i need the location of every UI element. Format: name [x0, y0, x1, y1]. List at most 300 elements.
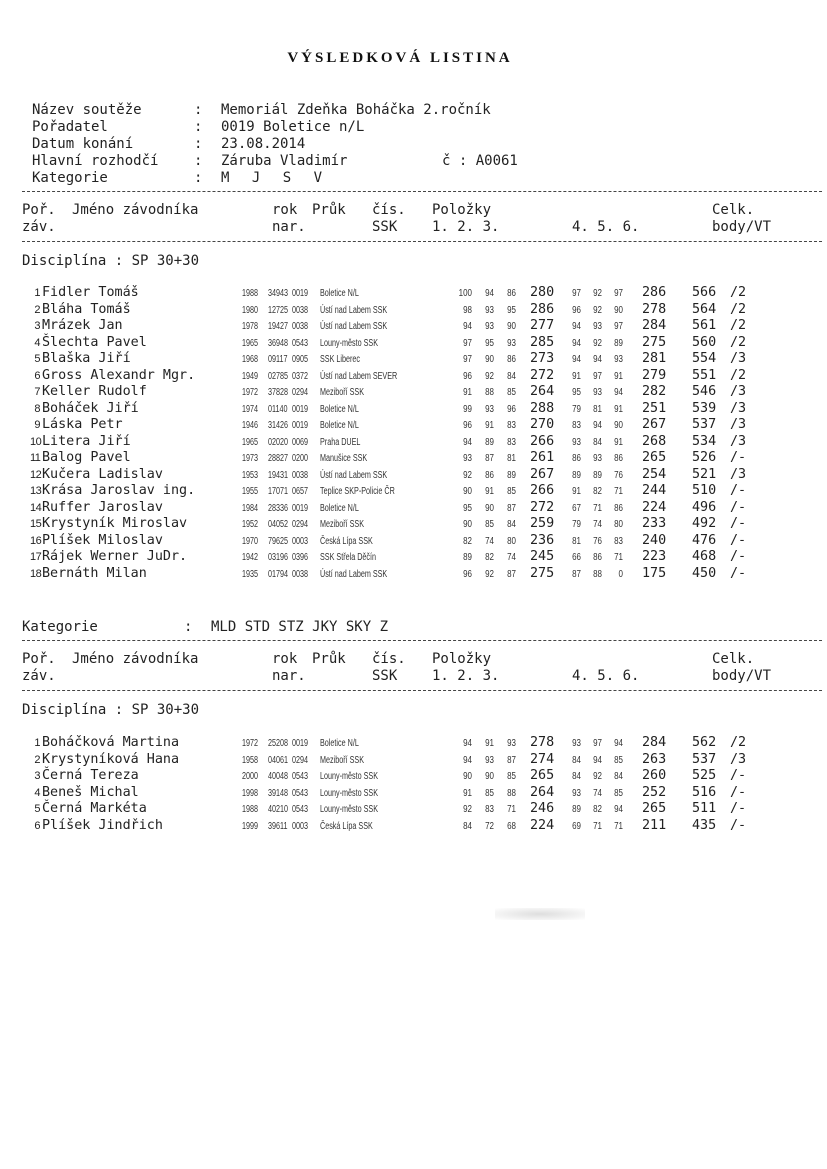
subtotal-2: 263 — [642, 751, 667, 767]
subtotal-2: 211 — [642, 817, 667, 833]
series-4: 86 — [572, 453, 581, 464]
series-4: 94 — [572, 337, 581, 349]
subtotal-1: 274 — [530, 751, 555, 767]
athlete-name: Blaška Jiří — [42, 351, 131, 366]
series-3: 95 — [507, 304, 516, 316]
club-name: SSK Liberec — [320, 354, 361, 365]
series-5: 89 — [593, 469, 602, 481]
birth-year: 1974 — [242, 403, 259, 415]
series-6: 86 — [614, 453, 623, 464]
col-body: body/VT — [712, 668, 772, 684]
series-3: 85 — [507, 771, 516, 782]
series-6: 80 — [614, 519, 623, 530]
licence-number: 79625 — [268, 535, 289, 547]
club-name: Meziboří SSK — [320, 754, 365, 766]
subtotal-2: 254 — [642, 466, 667, 482]
header-label: Kategorie — [32, 170, 108, 186]
series-5: 74 — [593, 519, 602, 530]
col-polozky: Položky — [432, 202, 492, 218]
licence-number: 02020 — [268, 436, 289, 448]
col-nar: nar. — [272, 668, 306, 684]
subtotal-2: 281 — [642, 351, 667, 366]
subtotal-2: 244 — [642, 483, 667, 498]
series-3: 85 — [507, 486, 516, 497]
club-name: Boletice N/L — [320, 403, 359, 415]
series-5: 94 — [593, 354, 602, 365]
table-row — [30, 302, 820, 319]
performance-class: /2 — [730, 334, 747, 350]
performance-class: /3 — [730, 433, 747, 449]
series-4: 69 — [572, 820, 581, 832]
birth-year: 1972 — [242, 738, 259, 749]
subtotal-2: 265 — [642, 801, 667, 816]
series-4: 79 — [572, 403, 581, 415]
athlete-name: Krystyníková Hana — [42, 751, 180, 767]
series-4: 96 — [572, 304, 581, 316]
licence-number: 04052 — [268, 519, 289, 530]
col-rok: rok — [272, 651, 298, 667]
table-row — [30, 318, 820, 335]
subtotal-2: 267 — [642, 417, 667, 432]
performance-class: /- — [730, 784, 747, 800]
athlete-name: Keller Rudolf — [42, 384, 147, 399]
subtotal-1: 264 — [530, 384, 555, 399]
series-3: 90 — [507, 321, 516, 332]
birth-year: 1998 — [242, 787, 259, 799]
subtotal-1: 267 — [530, 466, 555, 482]
performance-class: /- — [730, 483, 747, 498]
subtotal-1: 277 — [530, 318, 555, 333]
performance-class: /2 — [730, 285, 747, 300]
athlete-name: Krása Jaroslav ing. — [42, 483, 196, 498]
header-colon: : — [194, 136, 203, 152]
subtotal-2: 279 — [642, 367, 667, 383]
discipline-label-2: Disciplína : SP 30+30 — [22, 702, 200, 718]
series-1: 90 — [463, 486, 472, 497]
header-colon: : — [194, 153, 203, 169]
licence-number: 19427 — [268, 321, 289, 332]
licence-number: 17071 — [268, 486, 289, 497]
club-name: Boletice N/L — [320, 502, 359, 514]
series-1: 91 — [463, 387, 472, 398]
birth-year: 1988 — [242, 804, 259, 815]
rank: 13 — [30, 485, 42, 497]
birth-year: 1988 — [242, 288, 259, 299]
performance-class: /- — [730, 768, 747, 783]
series-6: 94 — [614, 387, 623, 398]
subtotal-1: 265 — [530, 768, 555, 783]
licence-number: 01794 — [268, 568, 289, 580]
col-jmeno: Jméno závodníka — [72, 651, 199, 667]
athlete-name: Balog Pavel — [42, 450, 131, 465]
col-p456: 4. 5. 6. — [572, 219, 640, 235]
table-row — [30, 801, 820, 818]
subtotal-1: 286 — [530, 301, 555, 317]
rank: 14 — [30, 501, 42, 514]
series-2: 92 — [485, 370, 494, 382]
club-number: 0003 — [292, 535, 309, 547]
subtotal-1: 280 — [530, 285, 555, 300]
series-2: 87 — [485, 453, 494, 464]
birth-year: 1968 — [242, 354, 259, 365]
series-4: 84 — [572, 771, 581, 782]
series-3: 88 — [507, 787, 516, 799]
series-5: 94 — [593, 754, 602, 766]
series-1: 93 — [463, 453, 472, 464]
birth-year: 1946 — [242, 420, 259, 431]
series-4: 89 — [572, 804, 581, 815]
club-name: Ústí nad Labem SEVER — [320, 370, 398, 382]
col-ssk: SSK — [372, 219, 398, 235]
performance-class: /- — [730, 817, 747, 833]
series-4: 84 — [572, 754, 581, 766]
subtotal-1: 275 — [530, 565, 555, 581]
performance-class: /- — [730, 450, 747, 465]
licence-number: 39611 — [268, 820, 288, 832]
series-4: 67 — [572, 502, 581, 514]
rank: 4 — [34, 786, 40, 799]
series-5: 93 — [593, 321, 602, 332]
competition-name: Memoriál Zdeňka Boháčka 2.ročník — [221, 102, 491, 118]
club-name: Praha DUEL — [320, 436, 361, 448]
series-2: 90 — [485, 771, 494, 782]
subtotal-1: 236 — [530, 532, 555, 548]
subtotal-2: 251 — [642, 400, 667, 416]
series-6: 85 — [614, 787, 623, 799]
table-row — [30, 483, 820, 500]
club-number: 0019 — [292, 502, 309, 514]
series-5: 93 — [593, 453, 602, 464]
table-row — [30, 417, 820, 434]
licence-number: 04061 — [268, 754, 289, 766]
series-3: 87 — [507, 568, 516, 580]
club-name: Meziboří SSK — [320, 387, 365, 398]
series-3: 87 — [507, 502, 516, 514]
birth-year: 1973 — [242, 453, 259, 464]
series-1: 98 — [463, 304, 472, 316]
licence-number: 02785 — [268, 370, 289, 382]
series-2: 95 — [485, 337, 494, 349]
subtotal-1: 285 — [530, 334, 555, 350]
series-1: 92 — [463, 469, 472, 481]
series-4: 94 — [572, 321, 581, 332]
birth-year: 1978 — [242, 321, 259, 332]
series-5: 97 — [593, 370, 602, 382]
series-1: 84 — [463, 820, 472, 832]
col-por: Poř. — [22, 202, 56, 218]
club-number: 0019 — [292, 420, 309, 431]
performance-class: /3 — [730, 751, 747, 767]
total-score: 564 — [692, 301, 717, 317]
club-name: Ústí nad Labem SSK — [320, 469, 388, 481]
series-4: 91 — [572, 486, 581, 497]
total-score: 492 — [692, 516, 717, 531]
club-name: Ústí nad Labem SSK — [320, 321, 388, 332]
athlete-name: Boháček Jiří — [42, 400, 139, 416]
series-4: 93 — [572, 787, 581, 799]
performance-class: /3 — [730, 466, 747, 482]
total-score: 560 — [692, 334, 717, 350]
total-score: 551 — [692, 367, 717, 383]
series-3: 81 — [507, 453, 516, 464]
header-label: Pořadatel — [32, 119, 108, 135]
series-2: 93 — [485, 754, 494, 766]
series-6: 90 — [614, 304, 623, 316]
series-1: 95 — [463, 502, 472, 514]
birth-year: 1984 — [242, 502, 259, 514]
club-number: 0200 — [292, 453, 309, 464]
club-number: 0543 — [292, 787, 309, 799]
category-label: Kategorie — [22, 619, 98, 635]
athlete-name: Rájek Werner JuDr. — [42, 549, 188, 564]
series-1: 97 — [463, 337, 472, 349]
series-1: 94 — [463, 436, 472, 448]
series-2: 85 — [485, 519, 494, 530]
col-cis: čís. — [372, 651, 406, 667]
series-2: 83 — [485, 804, 494, 815]
series-3: 93 — [507, 337, 516, 349]
divider — [22, 241, 822, 242]
series-4: 89 — [572, 469, 581, 481]
performance-class: /2 — [730, 318, 747, 333]
categories: M J S V — [221, 170, 323, 186]
col-polozky: Položky — [432, 651, 492, 667]
subtotal-1: 266 — [530, 433, 555, 449]
rank: 6 — [34, 819, 40, 832]
series-3: 84 — [507, 519, 516, 530]
series-6: 94 — [614, 804, 623, 815]
table-row — [30, 566, 820, 583]
series-4: 97 — [572, 288, 581, 299]
club-number: 0003 — [292, 820, 309, 832]
series-2: 93 — [485, 304, 494, 316]
rank: 3 — [34, 320, 40, 332]
divider — [22, 640, 822, 641]
subtotal-2: 268 — [642, 433, 667, 449]
club-name: Manušice SSK — [320, 453, 368, 464]
column-header-2 — [22, 651, 822, 685]
performance-class: /3 — [730, 351, 747, 366]
subtotal-1: 270 — [530, 417, 555, 432]
series-5: 71 — [593, 502, 602, 514]
rank: 7 — [34, 386, 40, 398]
results-table-1 — [30, 285, 820, 582]
series-4: 66 — [572, 552, 581, 563]
rank: 18 — [30, 567, 42, 580]
table-row — [30, 450, 820, 467]
rank: 16 — [30, 534, 42, 547]
total-score: 450 — [692, 565, 717, 581]
series-4: 91 — [572, 370, 581, 382]
series-5: 88 — [593, 568, 602, 580]
series-3: 80 — [507, 535, 516, 547]
licence-number: 40210 — [268, 804, 289, 815]
series-5: 81 — [593, 403, 602, 415]
athlete-name: Plíšek Jindřich — [42, 817, 163, 833]
referee-number: č : A0061 — [442, 153, 518, 169]
col-zav: záv. — [22, 668, 56, 684]
series-5: 93 — [593, 387, 602, 398]
series-6: 71 — [614, 552, 623, 563]
series-2: 74 — [485, 535, 494, 547]
rank: 2 — [34, 303, 40, 316]
athlete-name: Litera Jiří — [42, 433, 131, 449]
subtotal-1: 246 — [530, 801, 555, 816]
birth-year: 1935 — [242, 568, 259, 580]
series-3: 74 — [507, 552, 516, 563]
series-2: 85 — [485, 787, 494, 799]
table-row — [30, 752, 820, 769]
club-number: 0019 — [292, 288, 309, 299]
series-5: 97 — [593, 738, 602, 749]
series-3: 86 — [507, 288, 516, 299]
series-1: 99 — [463, 403, 472, 415]
series-3: 68 — [507, 820, 516, 832]
club-name: Louny-město SSK — [320, 771, 379, 782]
total-score: 561 — [692, 318, 717, 333]
birth-year: 1999 — [242, 820, 259, 832]
rank: 17 — [30, 551, 42, 563]
series-1: 92 — [463, 804, 472, 815]
series-6: 85 — [614, 754, 623, 766]
subtotal-1: 261 — [530, 450, 555, 465]
series-2: 90 — [485, 354, 494, 365]
series-5: 92 — [593, 288, 602, 299]
series-1: 90 — [463, 771, 472, 782]
club-number: 0069 — [292, 436, 309, 448]
series-1: 97 — [463, 354, 472, 365]
total-score: 510 — [692, 483, 717, 498]
birth-year: 1965 — [242, 436, 259, 448]
series-4: 95 — [572, 387, 581, 398]
performance-class: /2 — [730, 301, 747, 317]
series-4: 93 — [572, 738, 581, 749]
table-row — [30, 401, 820, 418]
licence-number: 25208 — [268, 738, 289, 749]
licence-number: 09117 — [268, 354, 288, 365]
table-row — [30, 818, 820, 835]
birth-year: 1952 — [242, 519, 259, 530]
col-cis: čís. — [372, 202, 406, 218]
series-1: 96 — [463, 568, 472, 580]
series-2: 91 — [485, 738, 494, 749]
club-name: Louny-město SSK — [320, 804, 379, 815]
performance-class: /2 — [730, 735, 747, 750]
series-3: 87 — [507, 754, 516, 766]
subtotal-1: 245 — [530, 549, 555, 564]
subtotal-2: 284 — [642, 318, 667, 333]
subtotal-2: 240 — [642, 532, 667, 548]
header-label: Hlavní rozhodčí — [32, 153, 159, 169]
organizer: 0019 Boletice n/L — [221, 119, 365, 135]
table-row — [30, 516, 820, 533]
subtotal-2: 282 — [642, 384, 667, 399]
athlete-name: Plíšek Miloslav — [42, 532, 163, 548]
series-5: 92 — [593, 304, 602, 316]
series-1: 89 — [463, 552, 472, 563]
total-score: 562 — [692, 735, 717, 750]
club-number: 0294 — [292, 754, 309, 766]
subtotal-1: 224 — [530, 817, 555, 833]
club-number: 0294 — [292, 387, 309, 398]
birth-year: 1955 — [242, 486, 259, 497]
club-name: Meziboří SSK — [320, 519, 365, 530]
series-2: 92 — [485, 568, 494, 580]
birth-year: 1965 — [242, 337, 259, 349]
birth-year: 1958 — [242, 754, 259, 766]
subtotal-2: 224 — [642, 499, 667, 515]
col-p123: 1. 2. 3. — [432, 219, 500, 235]
club-name: Teplice SKP-Policie ČR — [320, 486, 395, 497]
club-number: 0038 — [292, 304, 309, 316]
table-row — [30, 335, 820, 352]
header-label: Název soutěže — [32, 102, 142, 118]
club-name: Ústí nad Labem SSK — [320, 304, 388, 316]
col-celk: Celk. — [712, 651, 755, 667]
header-colon: : — [194, 170, 203, 186]
subtotal-2: 175 — [642, 565, 667, 581]
table-row — [30, 533, 820, 550]
total-score: 537 — [692, 751, 717, 767]
subtotal-2: 223 — [642, 549, 667, 564]
rank: 3 — [34, 770, 40, 782]
series-6: 97 — [614, 321, 623, 332]
athlete-name: Šlechta Pavel — [42, 334, 147, 350]
discipline-label: Disciplína : SP 30+30 — [22, 253, 200, 269]
club-name: Česká Lípa SSK — [320, 535, 373, 547]
results-table-2 — [30, 735, 820, 834]
athlete-name: Ruffer Jaroslav — [42, 499, 163, 515]
series-6: 83 — [614, 535, 623, 547]
series-2: 90 — [485, 502, 494, 514]
series-6: 76 — [614, 469, 623, 481]
series-1: 90 — [463, 519, 472, 530]
series-3: 96 — [507, 403, 516, 415]
licence-number: 28827 — [268, 453, 289, 464]
series-1: 96 — [463, 420, 472, 431]
rank: 5 — [34, 353, 40, 365]
series-3: 93 — [507, 738, 516, 749]
total-score: 554 — [692, 351, 717, 366]
subtotal-2: 260 — [642, 768, 667, 783]
total-score: 534 — [692, 433, 717, 449]
performance-class: /- — [730, 532, 747, 548]
col-jmeno: Jméno závodníka — [72, 202, 199, 218]
series-3: 86 — [507, 354, 516, 365]
club-name: Česká Lípa SSK — [320, 820, 373, 832]
series-6: 93 — [614, 354, 623, 365]
licence-number: 19431 — [268, 469, 289, 481]
athlete-name: Černá Tereza — [42, 768, 139, 783]
total-score: 496 — [692, 499, 717, 515]
series-1: 82 — [463, 535, 472, 547]
header-colon: : — [194, 119, 203, 135]
divider — [22, 191, 822, 192]
series-6: 71 — [614, 820, 623, 832]
club-number: 0543 — [292, 771, 309, 782]
series-3: 83 — [507, 436, 516, 448]
performance-class: /3 — [730, 417, 747, 432]
series-5: 92 — [593, 771, 602, 782]
subtotal-2: 252 — [642, 784, 667, 800]
col-pruk: Průk — [312, 202, 346, 218]
athlete-name: Beneš Michal — [42, 784, 139, 800]
series-2: 88 — [485, 387, 494, 398]
series-2: 94 — [485, 288, 494, 299]
series-3: 83 — [507, 420, 516, 431]
performance-class: /2 — [730, 367, 747, 383]
table-row — [30, 351, 820, 368]
